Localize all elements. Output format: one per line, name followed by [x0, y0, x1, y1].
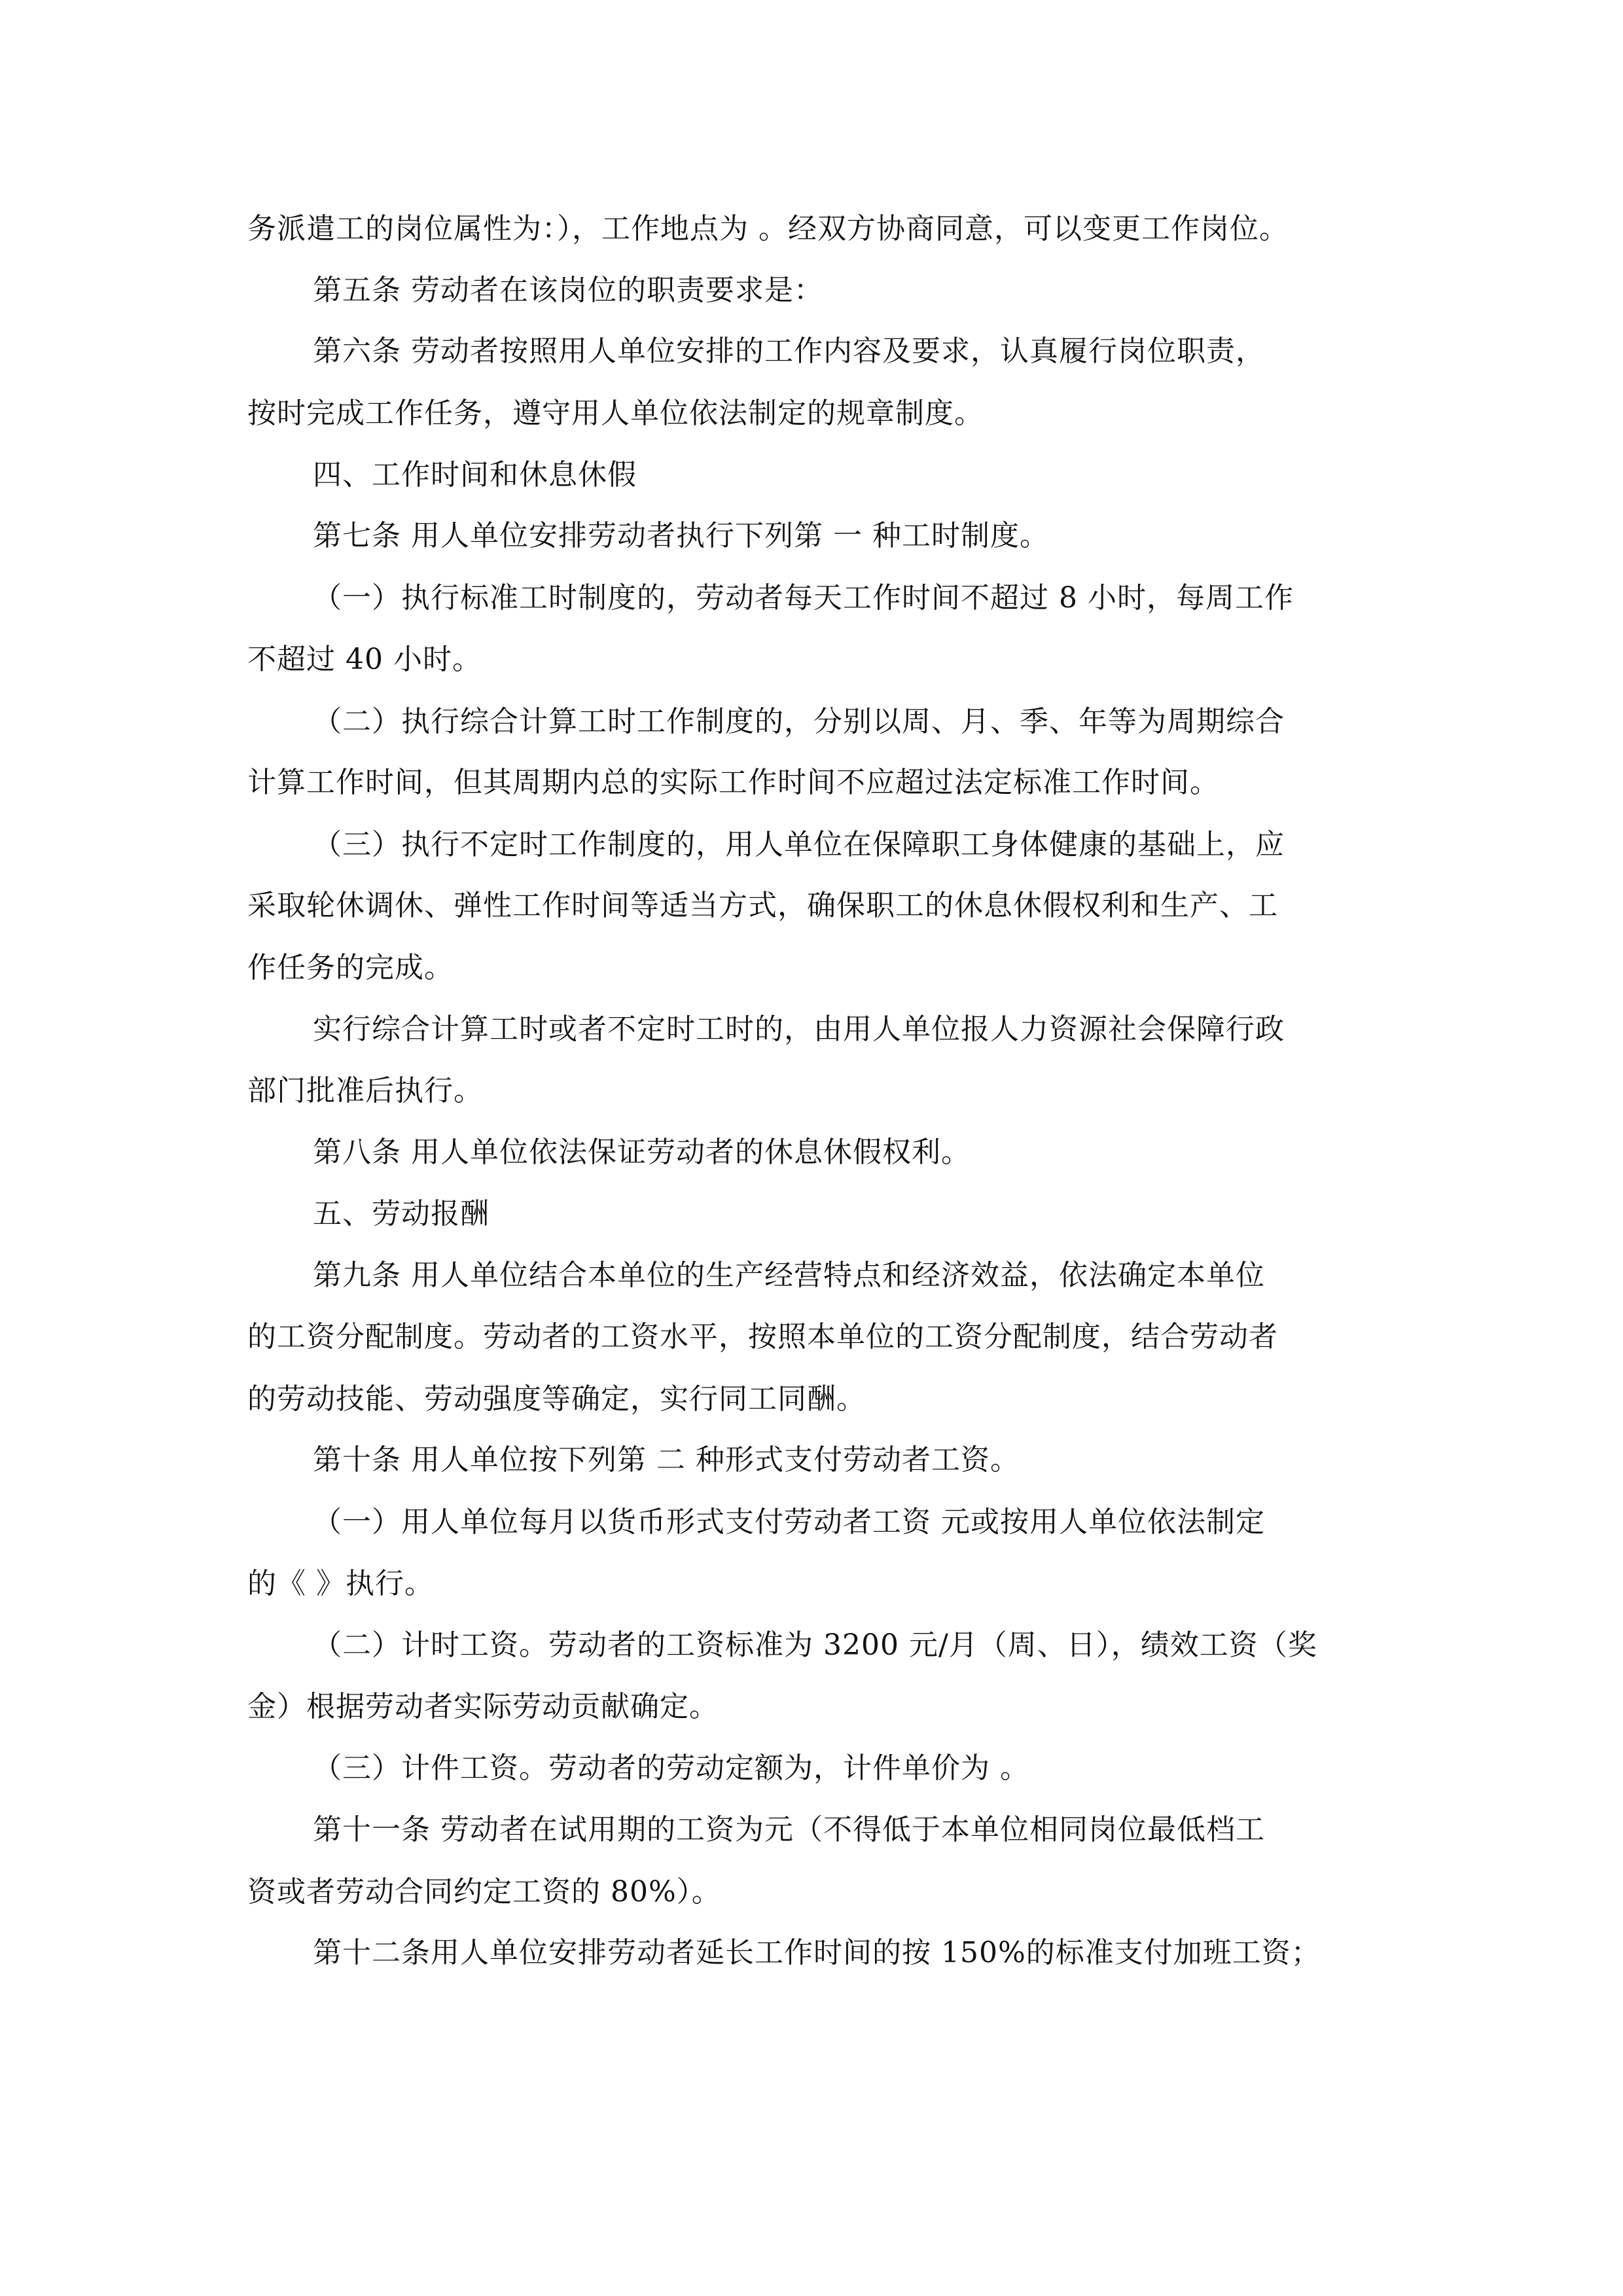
- article-7-note-line-1: 实行综合计算工时或者不定时工时的，由用人单位报人力资源社会保障行政: [313, 1013, 1285, 1046]
- article-6-line-1: 第六条 劳动者按照用人单位安排的工作内容及要求，认真履行岗位职责，: [313, 334, 1265, 368]
- article-10-item-1-line-1: （一）用人单位每月以货币形式支付劳动者工资 元或按用人单位依法制定: [313, 1505, 1265, 1539]
- article-7-heading: 第七条 用人单位安排劳动者执行下列第 一 种工时制度。: [313, 519, 1049, 552]
- article-11-line-1: 第十一条 劳动者在试用期的工资为元（不得低于本单位相同岗位最低档工: [313, 1813, 1265, 1846]
- article-7-item-1-line-1: （一）执行标准工时制度的，劳动者每天工作时间不超过 8 小时，每周工作: [313, 581, 1294, 615]
- article-7-item-2-line-2: 计算工作时间，但其周期内总的实际工作时间不应超过法定标准工作时间。: [247, 766, 1219, 799]
- article-10-item-3: （三）计件工资。劳动者的劳动定额为，计件单价为 。: [313, 1751, 1029, 1785]
- article-9-line-2: 的工资分配制度。劳动者的工资水平，按照本单位的工资分配制度，结合劳动者: [247, 1320, 1278, 1354]
- article-5-heading: 第五条 劳动者在该岗位的职责要求是：: [313, 274, 823, 307]
- article-9-line-1: 第九条 用人单位结合本单位的生产经营特点和经济效益，依法确定本单位: [313, 1259, 1265, 1292]
- article-12-line-1: 第十二条用人单位安排劳动者延长工作时间的按 150%的标准支付加班工资；: [313, 1936, 1321, 1969]
- article-6-line-2: 按时完成工作任务，遵守用人单位依法制定的规章制度。: [247, 397, 984, 430]
- article-7-item-3-line-1: （三）执行不定时工作制度的，用人单位在保障职工身体健康的基础上，应: [313, 828, 1285, 861]
- paragraph-line: 务派遣工的岗位属性为：），工作地点为 。经双方协商同意，可以变更工作岗位。: [247, 212, 1289, 245]
- section-5-heading: 五、劳动报酬: [313, 1197, 490, 1230]
- article-11-line-2: 资或者劳动合同约定工资的 80%）。: [247, 1875, 721, 1909]
- article-7-item-2-line-1: （二）执行综合计算工时工作制度的，分别以周、月、季、年等为周期综合: [313, 705, 1285, 738]
- article-9-line-3: 的劳动技能、劳动强度等确定，实行同工同酬。: [247, 1382, 866, 1416]
- article-10-item-2-line-2: 金）根据劳动者实际劳动贡献确定。: [247, 1690, 719, 1723]
- article-8-heading: 第八条 用人单位依法保证劳动者的休息休假权利。: [313, 1136, 971, 1169]
- article-7-note-line-2: 部门批准后执行。: [247, 1074, 483, 1107]
- section-4-heading: 四、工作时间和休息休假: [313, 458, 637, 492]
- article-7-item-3-line-3: 作任务的完成。: [247, 951, 454, 984]
- article-7-item-3-line-2: 采取轮休调休、弹性工作时间等适当方式，确保职工的休息休假权利和生产、工: [247, 889, 1278, 922]
- article-7-item-1-line-2: 不超过 40 小时。: [247, 643, 482, 676]
- article-10-heading: 第十条 用人单位按下列第 二 种形式支付劳动者工资。: [313, 1443, 1020, 1477]
- article-10-item-2-line-1: （二）计时工资。劳动者的工资标准为 3200 元/月（周、日），绩效工资（奖: [313, 1628, 1317, 1662]
- article-10-item-1-line-2: 的《 》执行。: [247, 1567, 434, 1600]
